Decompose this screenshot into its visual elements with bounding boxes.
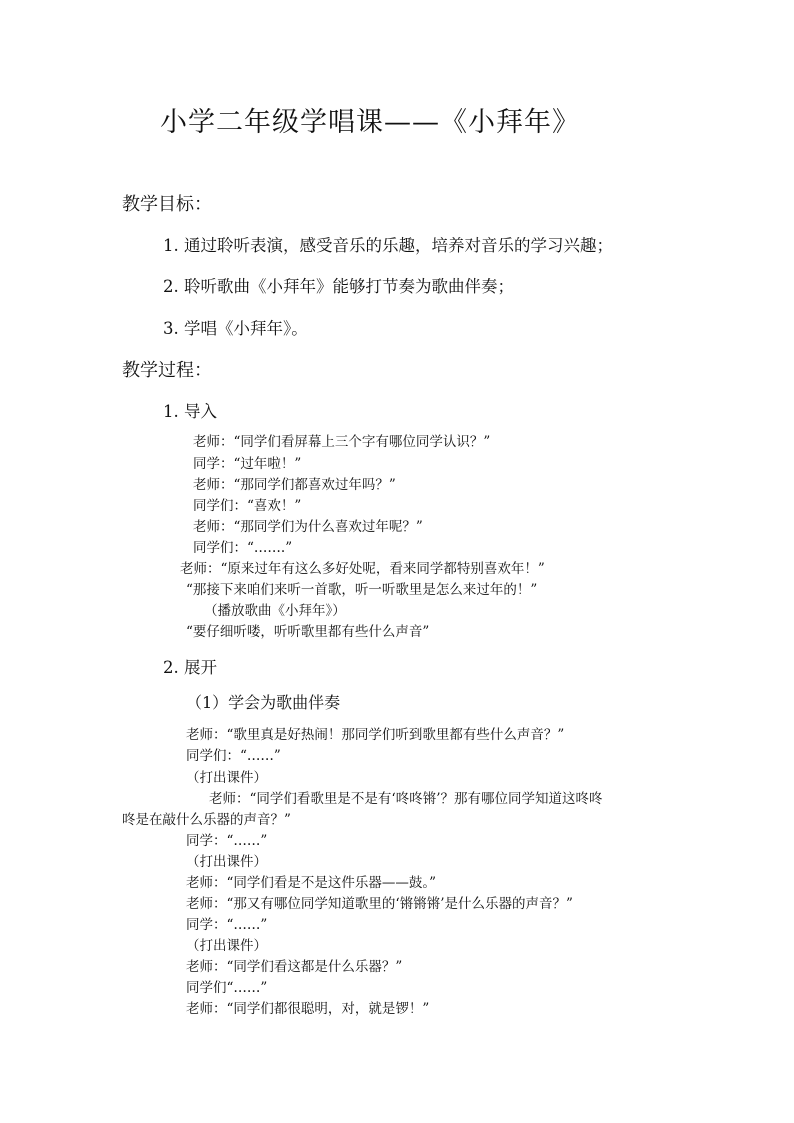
dialogue-line: 老师：“那同学们为什么喜欢过年呢？” (193, 519, 423, 535)
dialogue-line: （打出课件） (186, 854, 267, 870)
objective-item: 1. 通过聆听表演，感受音乐的乐趣，培养对音乐的学习兴趣； (163, 236, 613, 255)
dialogue-line: 同学们“……” (186, 980, 268, 996)
page-title: 小学二年级学唱课——《小拜年》 (160, 107, 580, 138)
dialogue-line: （打出课件） (186, 938, 267, 954)
dialogue-line: （播放歌曲《小拜年》） (204, 603, 346, 619)
section-heading-develop: 2. 展开 (163, 658, 217, 677)
dialogue-line: 同学：“……” (186, 917, 268, 933)
dialogue-line: 老师：“原来过年有这么多好处呢，看来同学都特别喜欢年！” (180, 561, 545, 577)
dialogue-line: 同学们：“喜欢！” (193, 498, 302, 514)
dialogue-line: 同学：“……” (186, 833, 268, 849)
dialogue-line: “要仔细听喽，听听歌里都有些什么声音” (186, 624, 430, 640)
process-heading: 教学过程： (122, 360, 212, 381)
objective-item: 2. 聆听歌曲《小拜年》能够打节奏为歌曲伴奏； (163, 277, 514, 296)
dialogue-line: 老师：“那同学们都喜欢过年吗？” (193, 477, 396, 493)
objective-item: 3. 学唱《小拜年》。 (163, 319, 308, 338)
objectives-heading: 教学目标： (122, 194, 212, 215)
section-heading-intro: 1. 导入 (163, 402, 217, 421)
dialogue-line: 老师：“同学们都很聪明，对，就是锣！” (186, 1001, 430, 1017)
dialogue-line: “那接下来咱们来听一首歌，听一听歌里是怎么来过年的！” (186, 582, 538, 598)
dialogue-line: 老师：“同学们看屏幕上三个字有哪位同学认识？” (193, 434, 491, 450)
dialogue-line: 老师：“同学们看是不是这件乐器——鼓。” (186, 875, 437, 891)
dialogue-line: 老师：“歌里真是好热闹！那同学们听到歌里都有些什么声音？” (186, 727, 565, 743)
dialogue-line: 老师：“那又有哪位同学知道歌里的‘锵锵锵’是什么乐器的声音？” (186, 896, 573, 912)
dialogue-line: 老师：“同学们看歌里是不是有‘咚咚锵’？那有哪位同学知道这咚咚 (209, 791, 603, 807)
subsection-heading: （1）学会为歌曲伴奏 (186, 693, 341, 712)
dialogue-line: 咚是在敲什么乐器的声音？” (122, 812, 291, 828)
dialogue-line: 同学：“过年啦！” (193, 456, 302, 472)
dialogue-line: 同学们：“…….” (193, 540, 293, 556)
dialogue-line: 老师：“同学们看这都是什么乐器？” (186, 959, 403, 975)
dialogue-line: 同学们：“……” (186, 748, 281, 764)
dialogue-line: （打出课件） (186, 770, 267, 786)
